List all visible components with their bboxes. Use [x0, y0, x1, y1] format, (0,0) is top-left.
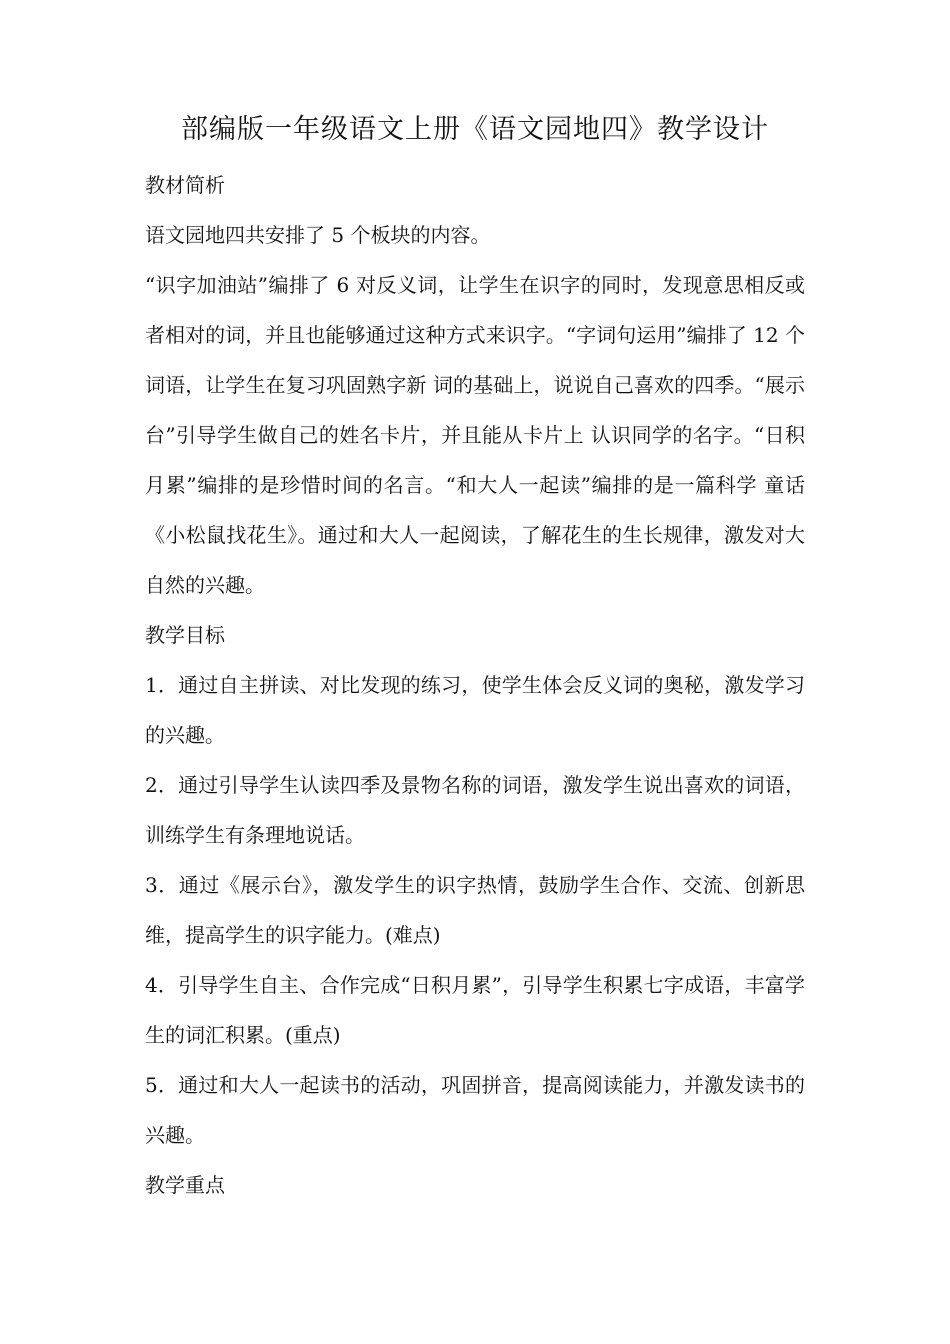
- goal-item-5: 5．通过和大人一起读书的活动，巩固拼音，提高阅读能力，并激发读书的兴趣。: [145, 1073, 805, 1147]
- analysis-paragraph-2: “识字加油站”编排了 6 对反义词，让学生在识字的同时，发现意思相反或者相对的词，并且也能够通过这种方式来识字。“字词句运用”编排了 12 个词语，让学生在复习巩固熟字新 词的基础上，说说自己喜欢的四季。“展示台”引导学生做自己的姓名卡片，并且能从卡片上 认识同学的名字。“日积月累”编排的是珍惜时间的名言。“和大人一起读”编排的是一篇科学 童话《小松鼠找花生》。通过和大人一起阅读，了解花生的生长规律，激发对大自然的兴趣。: [145, 273, 805, 597]
- goal-item-3: 3．通过《展示台》，激发学生的识字热情，鼓励学生合作、交流、创新思维，提高学生的识字能力。(难点): [145, 873, 805, 947]
- section-heading-analysis: 教材简析: [145, 173, 225, 197]
- document-body: [145, 160, 805, 1210]
- goal-item-4: 4．引导学生自主、合作完成“日积月累”，引导学生积累七字成语，丰富学生的词汇积累。(重点): [145, 973, 805, 1047]
- section-heading-goals: 教学目标: [145, 623, 225, 647]
- document-title: 部编版一年级语文上册《语文园地四》教学设计: [181, 114, 769, 145]
- section-heading-key-points: 教学重点: [145, 1173, 225, 1197]
- goal-item-2: 2．通过引导学生认读四季及景物名称的词语，激发学生说出喜欢的词语，训练学生有条理地说话。: [145, 773, 805, 847]
- goal-item-1: 1．通过自主拼读、对比发现的练习，使学生体会反义词的奥秘，激发学习的兴趣。: [145, 673, 805, 747]
- analysis-paragraph-1: 语文园地四共安排了 5 个板块的内容。: [145, 223, 491, 247]
